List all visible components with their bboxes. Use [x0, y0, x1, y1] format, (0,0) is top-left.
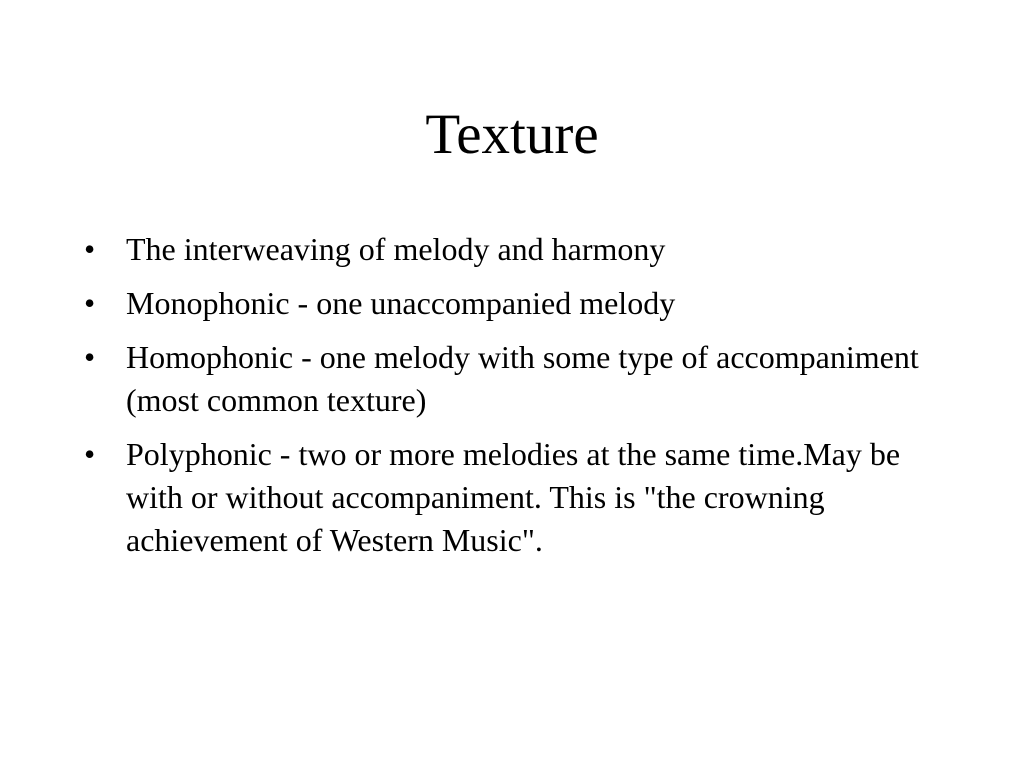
bullet-item-homophonic — [84, 336, 964, 422]
bullet-item-texture-definition — [84, 228, 964, 271]
bullet-text: Polyphonic - two or more melodies at the same time.May be with or without accompaniment. This is "the crowning achievement of Western Music". — [126, 436, 901, 558]
bullet-text: The interweaving of melody and harmony — [126, 231, 666, 267]
bullet-icon: • — [84, 339, 96, 375]
bullet-text: Monophonic - one unaccompanied melody — [126, 285, 676, 321]
bullet-text: Homophonic - one melody with some type of accompaniment (most common texture) — [126, 339, 919, 418]
bullet-item-polyphonic — [84, 433, 964, 562]
bullet-icon: • — [84, 231, 96, 267]
bullet-icon: • — [84, 285, 96, 321]
bullet-list — [84, 228, 964, 573]
bullet-icon: • — [84, 436, 96, 472]
slide-title: Texture — [425, 103, 599, 166]
bullet-item-monophonic — [84, 282, 964, 325]
